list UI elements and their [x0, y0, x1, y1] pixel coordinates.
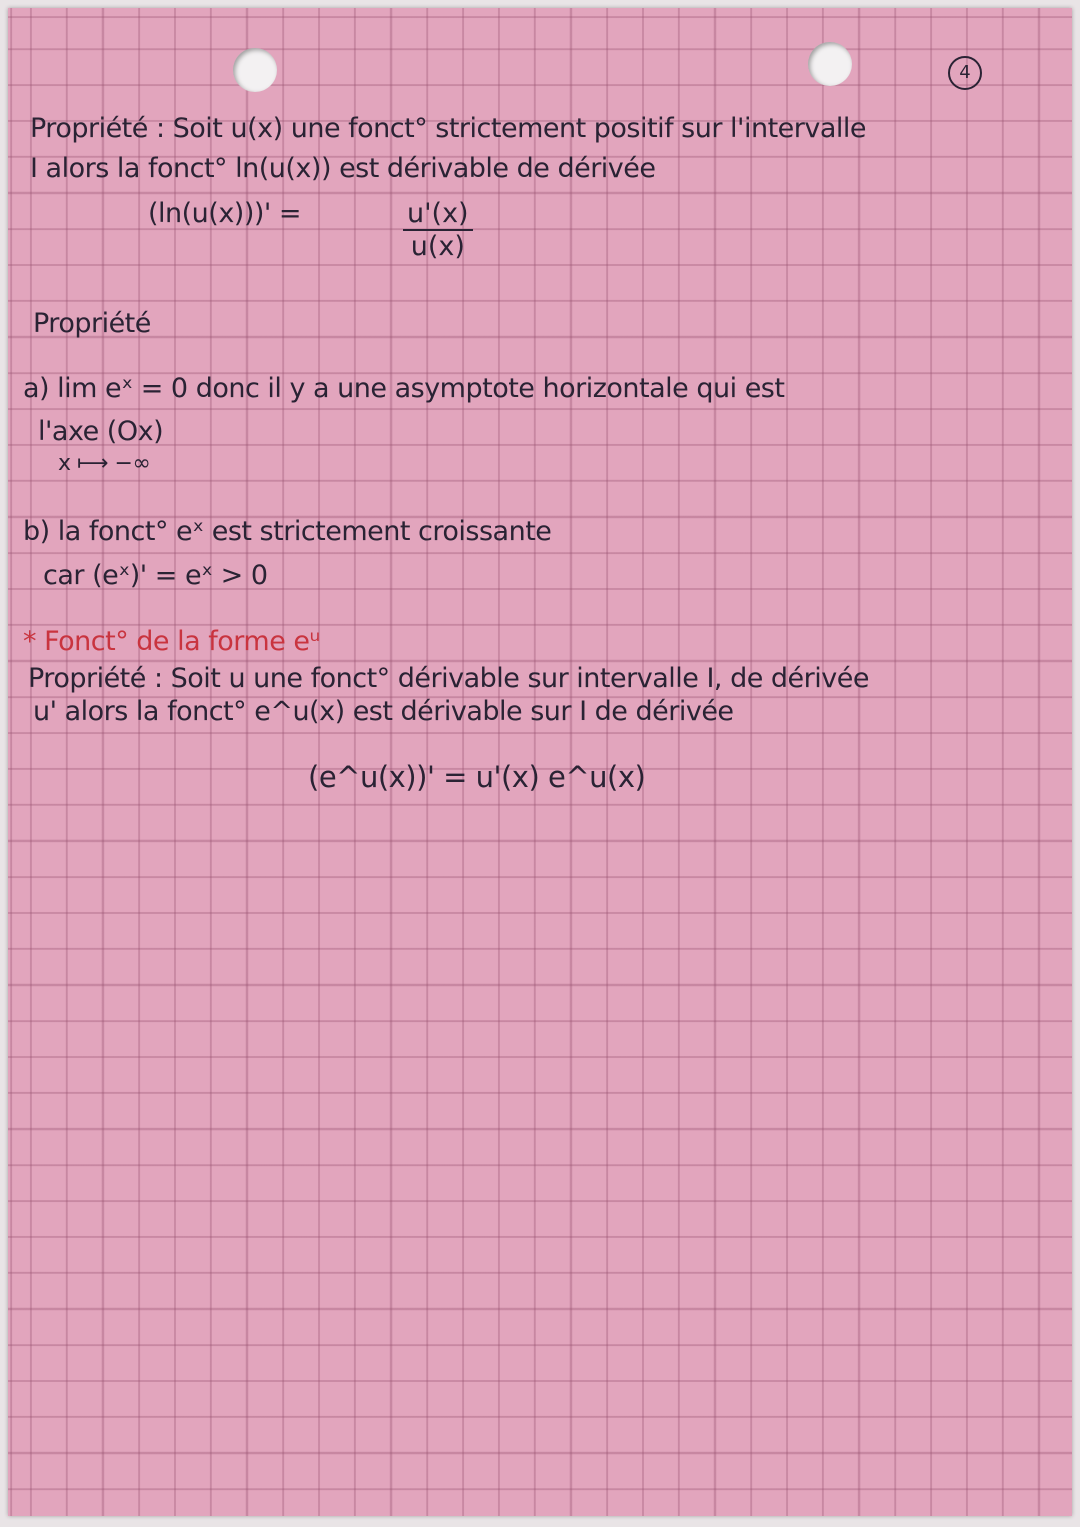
property-2-title: Propriété: [33, 308, 151, 339]
punch-hole: [808, 42, 852, 86]
property-2b-line-2: car (eˣ)' = eˣ > 0: [43, 560, 268, 591]
page-number: 4: [948, 56, 982, 90]
formula-ln-derivative: (ln(u(x)))' =: [148, 198, 302, 229]
limit-subscript: x ⟼ −∞: [58, 451, 151, 476]
grid-paper-page: [8, 8, 1072, 1516]
fraction-denominator: u(x): [410, 231, 465, 262]
property-2b-line-1: b) la fonct° eˣ est strictement croissante: [23, 516, 552, 547]
property-1-line-2: I alors la fonct° ln(u(x)) est dérivable de dérivée: [30, 153, 656, 184]
property-1-line-1: Propriété : Soit u(x) une fonct° strictement positif sur l'intervalle: [30, 113, 867, 144]
punch-hole: [233, 48, 277, 92]
property-3-line-2: u' alors la fonct° e^u(x) est dérivable sur I de dérivée: [33, 696, 734, 727]
formula-exp-derivative: (e^u(x))' = u'(x) e^u(x): [308, 760, 646, 794]
formula-fraction: [403, 198, 473, 262]
fraction-numerator: u'(x): [403, 198, 473, 231]
property-2a-line-2: l'axe (Ox): [38, 416, 164, 447]
property-3-line-1: Propriété : Soit u une fonct° dérivable sur intervalle I, de dérivée: [28, 663, 869, 694]
section-heading: * Fonct° de la forme eᵘ: [23, 626, 320, 657]
property-2a-line-1: a) lim eˣ = 0 donc il y a une asymptote horizontale qui est: [23, 373, 785, 404]
